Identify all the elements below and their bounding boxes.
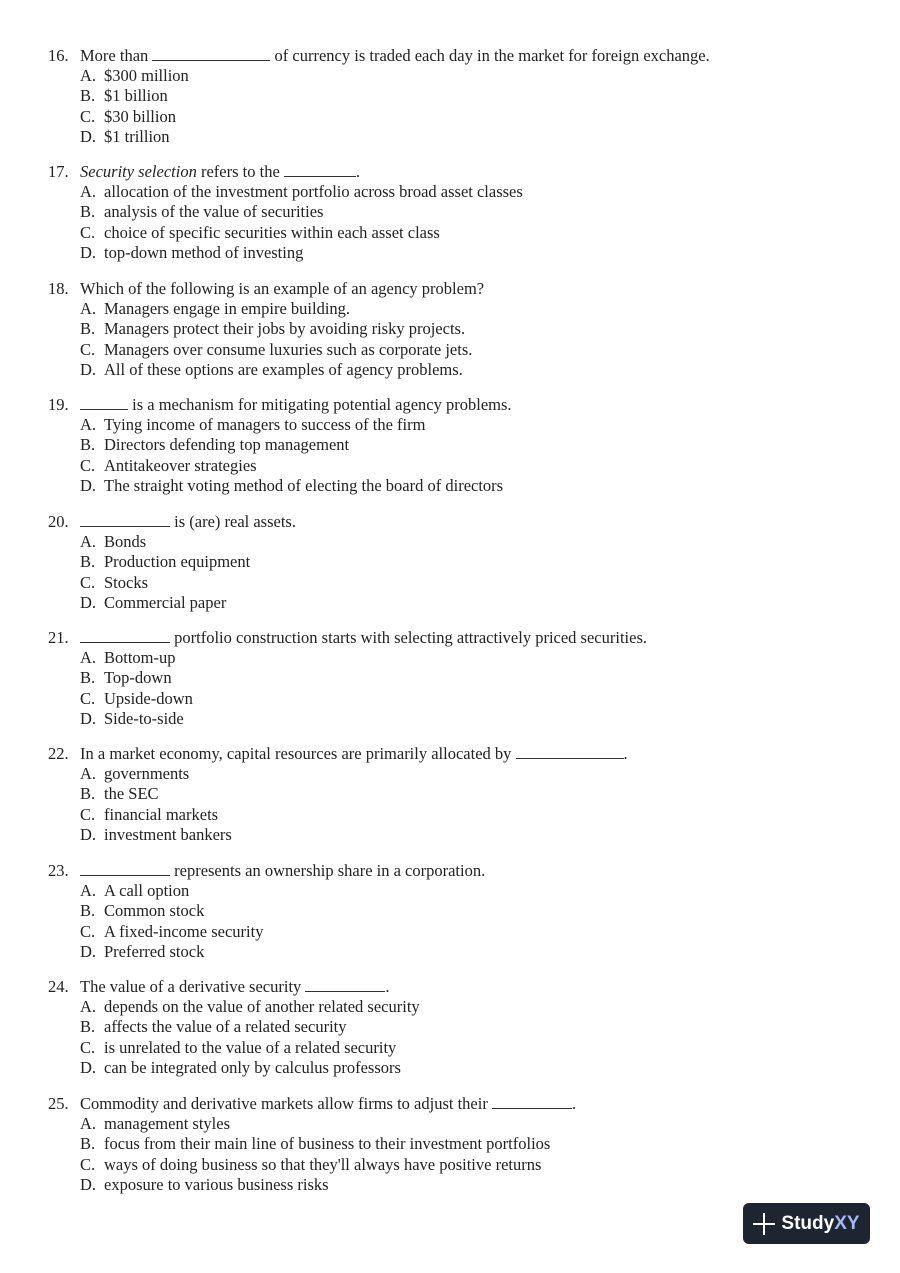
option-text: Antitakeover strategies bbox=[104, 455, 257, 475]
option-text: A call option bbox=[104, 881, 190, 901]
option-text: investment bankers bbox=[104, 824, 232, 844]
option-b bbox=[80, 435, 868, 455]
question-text bbox=[80, 162, 868, 182]
option-d bbox=[80, 243, 868, 263]
question-text bbox=[80, 1094, 868, 1114]
question-text bbox=[80, 395, 868, 415]
option-text: $1 billion bbox=[104, 86, 168, 106]
option-text: Commercial paper bbox=[104, 592, 227, 612]
answer-blank bbox=[80, 513, 170, 527]
option-text: Production equipment bbox=[104, 552, 251, 572]
option-letter: B. bbox=[80, 202, 96, 222]
question-text-pre: refers to the bbox=[196, 162, 284, 181]
question-stem bbox=[48, 279, 868, 299]
logo-text: StudyXY bbox=[781, 1212, 860, 1234]
option-text: Top-down bbox=[104, 668, 172, 688]
option-letter: D. bbox=[80, 242, 97, 262]
studyxy-logo bbox=[743, 1203, 870, 1244]
option-letter: A. bbox=[80, 182, 97, 202]
answer-blank bbox=[80, 862, 170, 876]
answer-blank bbox=[80, 629, 170, 643]
question-stem bbox=[48, 628, 868, 648]
option-c bbox=[80, 1038, 868, 1058]
option-d bbox=[80, 127, 868, 147]
option-text: Managers over consume luxuries such as corporate jets. bbox=[104, 339, 473, 359]
question-stem bbox=[48, 861, 868, 881]
question-text-post: . bbox=[571, 1094, 577, 1113]
option-c bbox=[80, 1155, 868, 1175]
option-letter: A. bbox=[80, 532, 97, 552]
option-letter: C. bbox=[80, 106, 96, 126]
question-text-post: . bbox=[355, 162, 361, 181]
option-text: analysis of the value of securities bbox=[104, 202, 324, 222]
option-letter: D. bbox=[80, 824, 97, 844]
option-text: $300 million bbox=[104, 66, 189, 86]
option-letter: B. bbox=[80, 784, 96, 804]
option-b bbox=[80, 319, 868, 339]
option-b bbox=[80, 784, 868, 804]
question-23 bbox=[48, 861, 868, 962]
answer-blank bbox=[305, 978, 385, 992]
question-text bbox=[80, 512, 868, 532]
option-letter: D. bbox=[80, 941, 97, 961]
option-letter: D. bbox=[80, 126, 97, 146]
option-letter: D. bbox=[80, 592, 97, 612]
option-letter: C. bbox=[80, 572, 96, 592]
question-text bbox=[80, 744, 868, 764]
option-text: Side-to-side bbox=[104, 708, 184, 728]
option-letter: C. bbox=[80, 1154, 96, 1174]
option-a bbox=[80, 764, 868, 784]
option-c bbox=[80, 805, 868, 825]
option-letter: C. bbox=[80, 455, 96, 475]
question-text bbox=[80, 977, 868, 997]
option-letter: A. bbox=[80, 415, 97, 435]
option-letter: A. bbox=[80, 1114, 97, 1134]
option-text: ways of doing business so that they'll always have positive returns bbox=[104, 1154, 542, 1174]
option-b bbox=[80, 1017, 868, 1037]
question-text-post: . bbox=[623, 744, 628, 763]
option-letter: B. bbox=[80, 668, 96, 688]
question-stem bbox=[48, 977, 868, 997]
question-number: 25. bbox=[48, 1094, 69, 1113]
option-d bbox=[80, 825, 868, 845]
option-letter: B. bbox=[80, 552, 96, 572]
option-letter: B. bbox=[80, 1134, 96, 1154]
question-text bbox=[80, 279, 868, 299]
option-letter: A. bbox=[80, 299, 97, 319]
option-letter: C. bbox=[80, 688, 96, 708]
option-text: A fixed-income security bbox=[104, 921, 264, 941]
option-text: Bonds bbox=[104, 532, 147, 552]
question-stem bbox=[48, 162, 868, 182]
italic-term: Security selection bbox=[80, 162, 197, 181]
question-16 bbox=[48, 46, 868, 147]
option-letter: D. bbox=[80, 475, 97, 495]
option-letter: A. bbox=[80, 997, 97, 1017]
option-text: depends on the value of another related security bbox=[104, 997, 420, 1017]
option-letter: D. bbox=[80, 1057, 97, 1077]
question-text-pre: The value of a derivative security bbox=[80, 977, 306, 996]
question-text-post: of currency is traded each day in the market for foreign exchange. bbox=[270, 46, 710, 65]
option-text: Preferred stock bbox=[104, 941, 205, 961]
option-text: management styles bbox=[104, 1114, 231, 1134]
question-25 bbox=[48, 1094, 868, 1195]
answer-blank bbox=[80, 396, 128, 410]
question-number: 20. bbox=[48, 512, 69, 531]
option-text: is unrelated to the value of a related security bbox=[104, 1037, 397, 1057]
option-b bbox=[80, 1134, 868, 1154]
option-text: financial markets bbox=[104, 804, 219, 824]
answer-blank bbox=[152, 47, 270, 61]
option-letter: C. bbox=[80, 222, 96, 242]
question-text-pre: Which of the following is an example of an agency problem? bbox=[80, 279, 485, 298]
option-b bbox=[80, 202, 868, 222]
option-c bbox=[80, 573, 868, 593]
option-letter: B. bbox=[80, 435, 96, 455]
option-a bbox=[80, 182, 868, 202]
question-number: 17. bbox=[48, 162, 69, 181]
question-text-pre: More than bbox=[80, 46, 153, 65]
option-d bbox=[80, 1058, 868, 1078]
option-text: Upside-down bbox=[104, 688, 193, 708]
question-text bbox=[80, 861, 868, 881]
question-text-post: is (are) real assets. bbox=[170, 512, 296, 531]
question-text-post: represents an ownership share in a corporation. bbox=[170, 861, 486, 880]
option-letter: C. bbox=[80, 339, 96, 359]
question-text-pre: Commodity and derivative markets allow firms to adjust their bbox=[80, 1094, 492, 1113]
option-a bbox=[80, 66, 868, 86]
option-letter: B. bbox=[80, 86, 96, 106]
question-number: 16. bbox=[48, 46, 69, 65]
option-a bbox=[80, 1114, 868, 1134]
option-d bbox=[80, 593, 868, 613]
option-letter: C. bbox=[80, 804, 96, 824]
option-b bbox=[80, 901, 868, 921]
option-b bbox=[80, 86, 868, 106]
question-number: 19. bbox=[48, 395, 69, 414]
option-letter: B. bbox=[80, 1017, 96, 1037]
option-letter: B. bbox=[80, 901, 96, 921]
option-letter: A. bbox=[80, 764, 97, 784]
option-text: Bottom-up bbox=[104, 648, 176, 668]
option-c bbox=[80, 107, 868, 127]
question-stem bbox=[48, 395, 868, 415]
question-stem bbox=[48, 512, 868, 532]
option-letter: C. bbox=[80, 921, 96, 941]
question-number: 22. bbox=[48, 744, 69, 763]
option-a bbox=[80, 415, 868, 435]
question-text-post: is a mechanism for mitigating potential agency problems. bbox=[128, 395, 512, 414]
option-text: Stocks bbox=[104, 572, 149, 592]
option-letter: A. bbox=[80, 881, 97, 901]
option-d bbox=[80, 476, 868, 496]
option-text: top-down method of investing bbox=[104, 242, 304, 262]
answer-blank bbox=[492, 1095, 572, 1109]
option-letter: A. bbox=[80, 648, 97, 668]
option-text: The straight voting method of electing the board of directors bbox=[104, 475, 504, 495]
option-c bbox=[80, 340, 868, 360]
option-a bbox=[80, 997, 868, 1017]
question-17 bbox=[48, 162, 868, 263]
option-text: allocation of the investment portfolio across broad asset classes bbox=[104, 182, 523, 202]
option-text: the SEC bbox=[104, 784, 159, 804]
plus-icon bbox=[753, 1213, 775, 1235]
option-text: $30 billion bbox=[104, 106, 176, 126]
option-text: Directors defending top management bbox=[104, 435, 350, 455]
question-stem bbox=[48, 1094, 868, 1114]
question-20 bbox=[48, 512, 868, 613]
option-d bbox=[80, 360, 868, 380]
option-a bbox=[80, 532, 868, 552]
question-text-pre: In a market economy, capital resources are primarily allocated by bbox=[80, 744, 516, 763]
question-number: 24. bbox=[48, 977, 69, 996]
option-text: Managers protect their jobs by avoiding risky projects. bbox=[104, 319, 466, 339]
question-text bbox=[80, 46, 868, 66]
option-a bbox=[80, 648, 868, 668]
question-text-post: portfolio construction starts with selecting attractively priced securities. bbox=[170, 628, 647, 647]
option-text: All of these options are examples of agency problems. bbox=[104, 359, 463, 379]
option-d bbox=[80, 942, 868, 962]
question-21 bbox=[48, 628, 868, 729]
option-b bbox=[80, 668, 868, 688]
option-text: affects the value of a related security bbox=[104, 1017, 347, 1037]
answer-blank bbox=[284, 163, 356, 177]
option-text: Tying income of managers to success of the firm bbox=[104, 415, 426, 435]
question-18 bbox=[48, 279, 868, 380]
option-letter: A. bbox=[80, 66, 97, 86]
answer-blank bbox=[516, 745, 624, 759]
option-letter: D. bbox=[80, 708, 97, 728]
option-text: Common stock bbox=[104, 901, 205, 921]
question-stem bbox=[48, 744, 868, 764]
option-text: choice of specific securities within each asset class bbox=[104, 222, 440, 242]
option-text: $1 trillion bbox=[104, 126, 170, 146]
question-24 bbox=[48, 977, 868, 1078]
option-a bbox=[80, 299, 868, 319]
option-letter: B. bbox=[80, 319, 96, 339]
question-number: 21. bbox=[48, 628, 69, 647]
option-text: focus from their main line of business to their investment portfolios bbox=[104, 1134, 551, 1154]
option-letter: C. bbox=[80, 1037, 96, 1057]
question-number: 18. bbox=[48, 279, 69, 298]
option-letter: D. bbox=[80, 359, 97, 379]
option-text: Managers engage in empire building. bbox=[104, 299, 351, 319]
option-c bbox=[80, 456, 868, 476]
question-19 bbox=[48, 395, 868, 496]
option-c bbox=[80, 223, 868, 243]
question-text-post: . bbox=[385, 977, 390, 996]
question-stem bbox=[48, 46, 868, 66]
question-22 bbox=[48, 744, 868, 845]
option-c bbox=[80, 922, 868, 942]
question-number: 23. bbox=[48, 861, 69, 880]
option-text: exposure to various business risks bbox=[104, 1174, 329, 1194]
option-a bbox=[80, 881, 868, 901]
option-letter: D. bbox=[80, 1174, 97, 1194]
option-text: can be integrated only by calculus professors bbox=[104, 1057, 401, 1077]
option-b bbox=[80, 552, 868, 572]
option-c bbox=[80, 689, 868, 709]
question-text bbox=[80, 628, 868, 648]
option-d bbox=[80, 709, 868, 729]
option-d bbox=[80, 1175, 868, 1195]
option-text: governments bbox=[104, 764, 190, 784]
